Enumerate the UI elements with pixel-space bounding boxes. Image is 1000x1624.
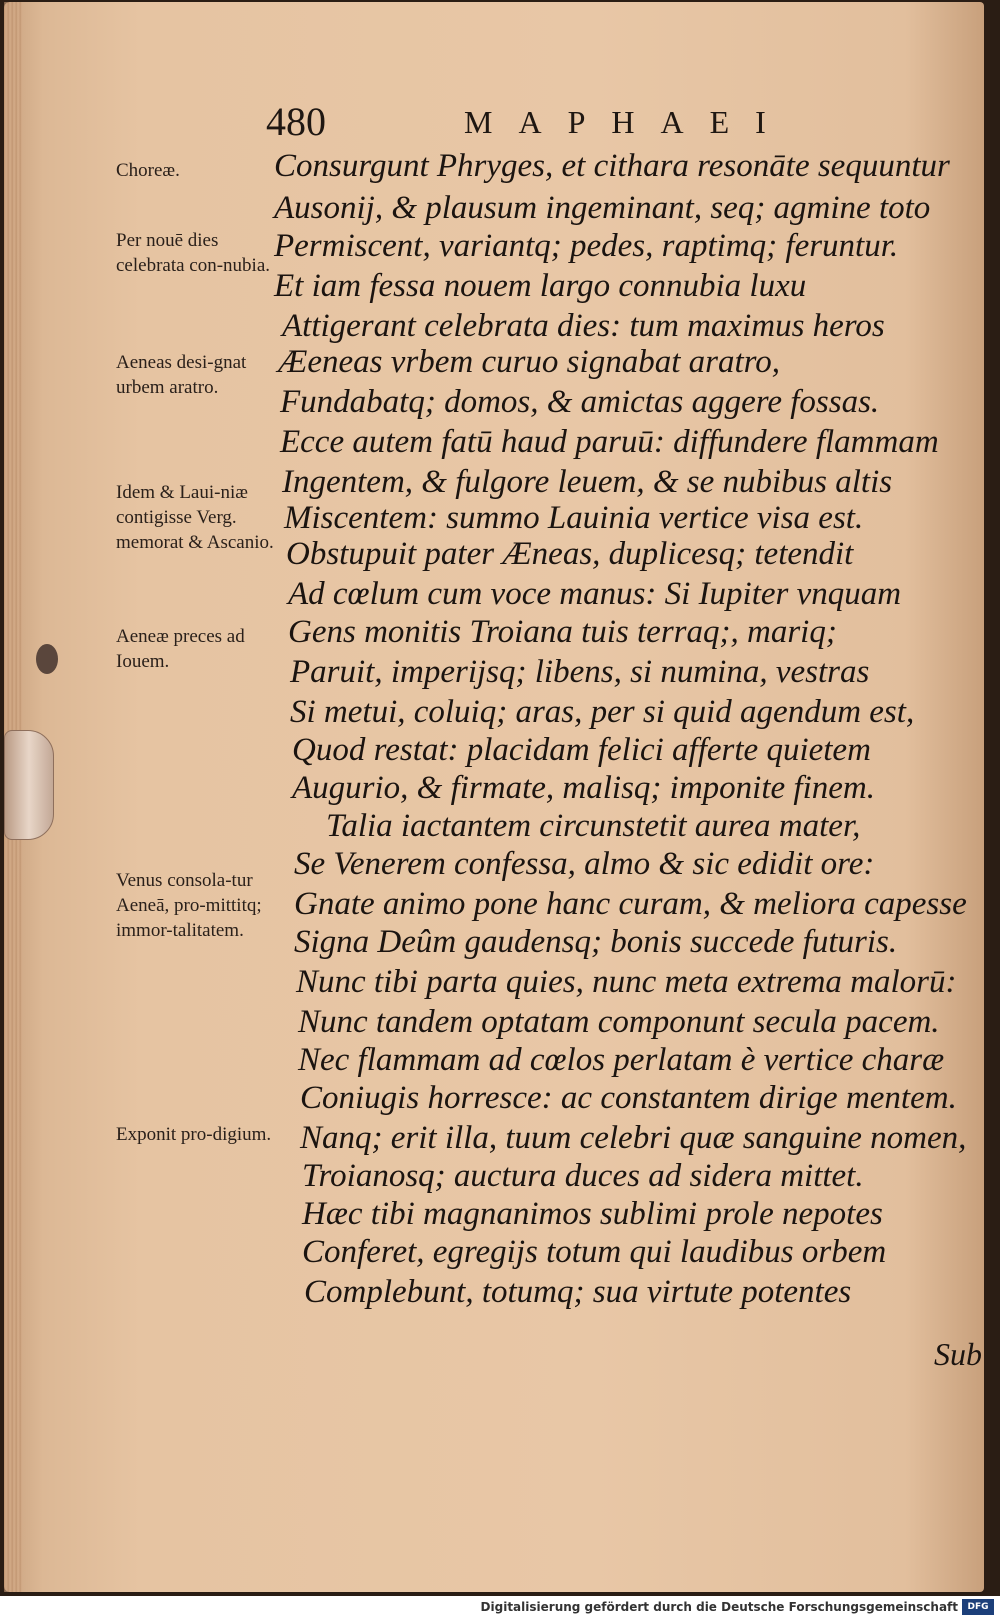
verse-line: Coniugis horresce: ac constantem dirige mentem. xyxy=(300,1080,957,1116)
marginal-note: Venus consola-tur Aeneā, pro-mittitq; immor-talitatem. xyxy=(116,870,262,941)
funding-credit: Digitalisierung gefördert durch die Deutsche Forschungsgemeinschaft xyxy=(480,1600,958,1614)
verse-line: Obstupuit pater Æneas, duplicesq; tetendit xyxy=(286,536,854,572)
verse-line: Hæc tibi magnanimos sublimi prole nepotes xyxy=(302,1196,883,1232)
book-page xyxy=(4,2,984,1592)
dfg-logo-icon: DFG xyxy=(962,1599,994,1615)
verse-line: Gnate animo pone hanc curam, & meliora capesse xyxy=(294,886,967,922)
verse-line: Permiscent, variantq; pedes, raptimq; feruntur. xyxy=(274,228,899,264)
verse-line: Talia iactantem circunstetit aurea mater, xyxy=(326,808,861,844)
marginal-note: Aeneas desi-gnat urbem aratro. xyxy=(116,352,247,398)
verse-line: Consurgunt Phryges, et cithara resonāte sequuntur xyxy=(274,148,950,184)
running-head: MAPHAEI xyxy=(464,104,792,140)
verse-line: Ingentem, & fulgore leuem, & se nubibus altis xyxy=(282,464,893,500)
verse-line: Signa Deûm gaudensq; bonis succede futuris. xyxy=(294,924,898,960)
verse-line: Miscentem: summo Lauinia vertice visa est. xyxy=(284,500,864,536)
marginal-note: Per nouē dies celebrata con-nubia. xyxy=(116,230,271,276)
verse-line: Et iam fessa nouem largo connubia luxu xyxy=(274,268,807,304)
verse-line: Complebunt, totumq; sua virtute potentes xyxy=(304,1274,852,1310)
marginal-note: Idem & Laui-niæ contigisse Verg. memorat & Ascanio. xyxy=(116,482,274,553)
verse-line: Ausonij, & plausum ingeminant, seq; agmine toto xyxy=(274,190,931,226)
verse-line: Se Venerem confessa, almo & sic edidit ore: xyxy=(294,846,875,882)
catchword: Sub xyxy=(934,1336,982,1372)
verse-line: Nec flammam ad cœlos perlatam è vertice charæ xyxy=(298,1042,945,1078)
verse-line: Troianosq; auctura duces ad sidera mittet. xyxy=(302,1158,864,1194)
verse-line: Nanq; erit illa, tuum celebri quæ sanguine nomen, xyxy=(300,1120,967,1156)
verse-line: Ecce autem fatū haud paruū: diffundere flammam xyxy=(280,424,939,460)
marginal-note: Aeneæ preces ad Iouem. xyxy=(116,626,245,672)
verse-line: Æeneas vrbem curuo signabat aratro, xyxy=(278,344,780,380)
verse-line: Attigerant celebrata dies: tum maximus heros xyxy=(282,308,885,344)
verse-line: Paruit, imperijsq; libens, si numina, vestras xyxy=(290,654,870,690)
page-number: 480 xyxy=(266,99,326,144)
verse-line: Gens monitis Troiana tuis terraq;, mariq; xyxy=(288,614,837,650)
verse-line: Ad cœlum cum voce manus: Si Iupiter vnquam xyxy=(288,576,902,612)
verse-line: Quod restat: placidam felici afferte quietem xyxy=(292,732,871,768)
footer-bar xyxy=(0,1596,1000,1624)
marginal-note: Exponit pro-digium. xyxy=(116,1124,272,1145)
clip-tab xyxy=(4,730,54,840)
verse-line: Nunc tandem optatam componunt secula pacem. xyxy=(298,1004,940,1040)
ink-blot xyxy=(36,644,58,674)
verse-line: Augurio, & firmate, malisq; imponite finem. xyxy=(292,770,875,806)
verse-line: Fundabatq; domos, & amictas aggere fossas. xyxy=(280,384,880,420)
marginal-note: Choreæ. xyxy=(116,160,180,181)
verse-line: Nunc tibi parta quies, nunc meta extrema malorū: xyxy=(296,964,957,1000)
verse-line: Si metui, coluiq; aras, per si quid agendum est, xyxy=(290,694,915,730)
verse-line: Conferet, egregijs totum qui laudibus orbem xyxy=(302,1234,887,1270)
